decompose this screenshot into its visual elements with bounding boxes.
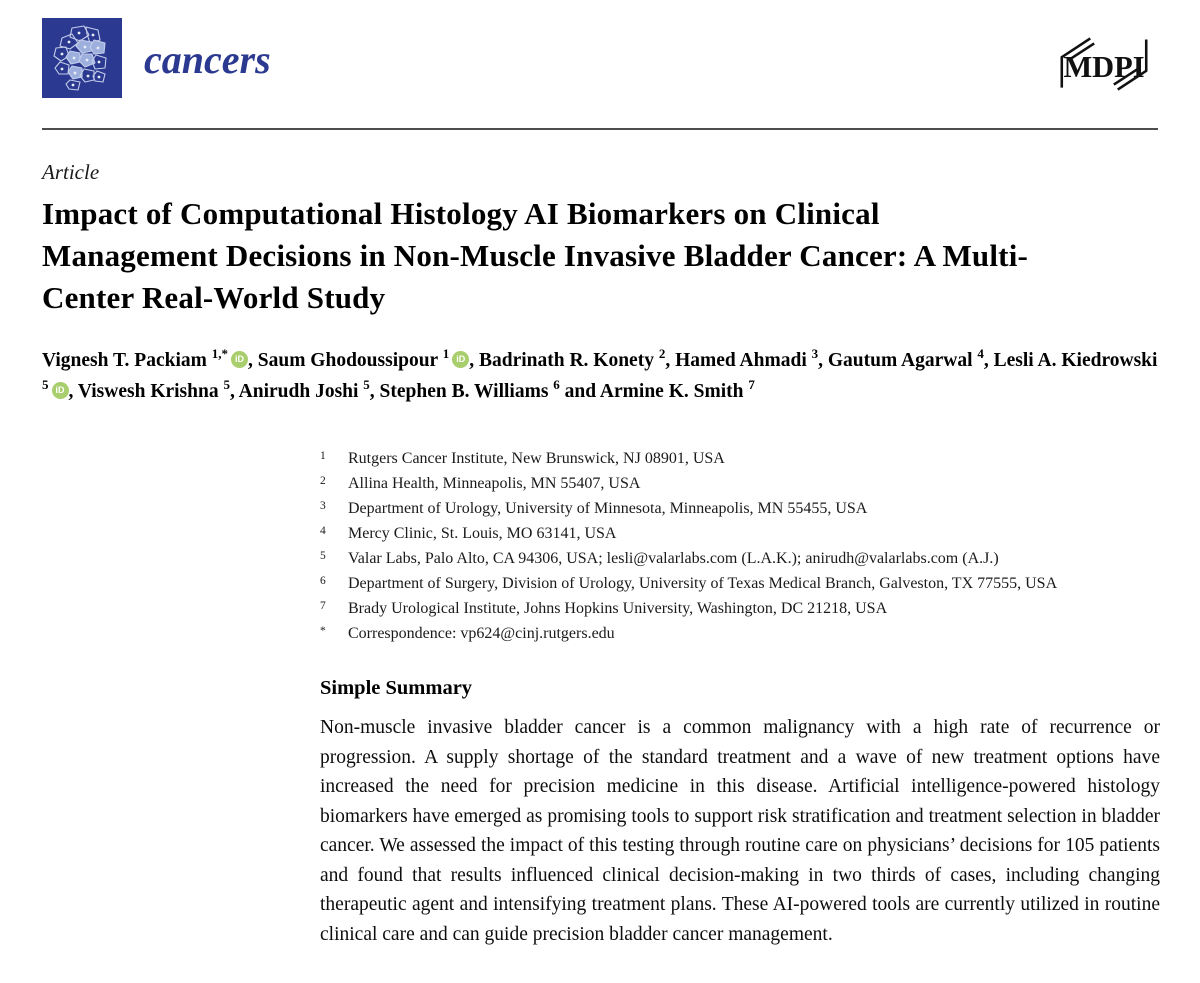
journal-header (42, 18, 1158, 130)
author: Stephen B. Williams $^6$ (379, 376, 560, 402)
orcid-icon[interactable]: iD (231, 351, 248, 368)
affiliation-text: Rutgers Cancer Institute, New Brunswick, NJ 08901, USA (348, 450, 725, 467)
author: Viswesh Krishna $^5$ (77, 376, 230, 402)
affiliation-row (320, 597, 1158, 622)
author: Vignesh T. Packiam $^{1,*}$ iD (42, 350, 248, 371)
affiliation-marker: 6 (320, 575, 326, 587)
author-affiliation-superscript: 6 (553, 376, 560, 392)
mdpi-logo (1050, 32, 1158, 96)
affiliation-text: Valar Labs, Palo Alto, CA 94306, USA; lesli@valarlabs.com (L.A.K.); anirudh@valarlabs.com (A.J.) (348, 550, 999, 567)
affiliation-marker: 3 (320, 500, 326, 512)
article-title: Impact of Computational Histology AI Biomarkers on Clinical Management Decisions in Non-Muscle Invasive Bladder Cancer: A Multi-Center Real-World Study (42, 196, 1029, 315)
affiliation-marker: 7 (320, 600, 326, 612)
affiliation-text: Department of Urology, University of Minnesota, Minneapolis, MN 55455, USA (348, 500, 868, 517)
author-affiliation-superscript: 1,* (211, 345, 228, 361)
affiliation-row (320, 497, 1158, 522)
author-affiliation-superscript: 1 (442, 345, 450, 361)
affiliation-row (320, 572, 1158, 597)
mdpi-hexagon-icon (1050, 32, 1158, 96)
affiliation-marker: 5 (320, 550, 326, 562)
simple-summary-text: Non-muscle invasive bladder cancer is a common malignancy with a high rate of recurrence or progression. A supply shortage of the standard treatment and a wave of new treatment options have increased the need for precision medicine in this disease. Artificial intelligence-powered histology biomarkers have emerged as promising tools to support risk stratification and treatment selection in bladder cancer. We assessed the impact of this testing through routine care on physicians’ decisions for 105 patients and found that results influenced clinical decision-making in two thirds of cases, including changing therapeutic agent and intensifying treatment plans. These AI-powered tools are currently utilized in routine clinical care and can guide precision bladder cancer management. (320, 717, 1160, 945)
affiliation-text: Department of Surgery, Division of Urology, University of Texas Medical Branch, Galveston, TX 77555, USA (348, 575, 1058, 592)
author: Gautum Agarwal $^4$ (827, 345, 984, 371)
simple-summary-heading: Simple Summary (320, 677, 473, 699)
author: Armine K. Smith $^7$ (599, 376, 755, 402)
affiliation-row (320, 522, 1158, 547)
orcid-icon[interactable]: iD (52, 382, 69, 399)
author-affiliation-superscript: 4 (977, 345, 984, 361)
author-affiliation-superscript: 2 (658, 345, 666, 361)
journal-name: cancers (144, 37, 271, 82)
cancers-journal-logo (42, 18, 122, 98)
cancer-cells-icon (42, 18, 122, 98)
author: Saum Ghodoussipour $^1$ iD (258, 350, 469, 371)
author-separator: , (369, 381, 380, 402)
affiliation-text: Allina Health, Minneapolis, MN 55407, USA (348, 475, 641, 492)
author-separator: , (983, 350, 994, 371)
article-front-matter (42, 160, 1158, 949)
author-separator: and (559, 381, 600, 402)
affiliation-row (320, 547, 1158, 572)
affiliation-row (320, 472, 1158, 497)
affiliation-marker: 1 (320, 450, 326, 462)
affiliation-row (320, 622, 1158, 647)
svg-text:MDPI: MDPI (1063, 49, 1145, 84)
author: Hamed Ahmadi $^3$ (675, 345, 819, 371)
author-affiliation-superscript: 5 (42, 376, 49, 392)
author-separator: , (665, 350, 676, 371)
author-affiliation-superscript: 5 (223, 376, 230, 392)
journal-logo-row (42, 18, 1158, 100)
author: Badrinath R. Konety $^2$ (478, 345, 666, 371)
author-separator: , (248, 350, 258, 371)
author-separator: , (469, 350, 479, 371)
simple-summary-section (320, 677, 1160, 949)
author-affiliation-superscript: 7 (748, 376, 755, 392)
author-separator: , (68, 381, 78, 402)
affiliation-text: Brady Urological Institute, Johns Hopkins University, Washington, DC 21218, USA (348, 600, 888, 617)
author: Lesli A. Kiedrowski $^5$ iD (42, 350, 1157, 402)
author-affiliation-superscript: 5 (363, 376, 370, 392)
author-list (42, 345, 1158, 407)
affiliation-row (320, 447, 1158, 472)
affiliation-text: Correspondence: vp624@cinj.rutgers.edu (348, 625, 615, 642)
affiliation-list (320, 447, 1158, 647)
affiliation-marker: 4 (320, 525, 326, 537)
article-type-label: Article (42, 160, 100, 184)
author: Anirudh Joshi $^5$ (238, 376, 370, 402)
affiliation-marker: 2 (320, 475, 326, 487)
author-separator: , (229, 381, 239, 402)
orcid-icon[interactable]: iD (452, 351, 469, 368)
affiliation-text: Mercy Clinic, St. Louis, MO 63141, USA (348, 525, 617, 542)
author-separator: , (818, 350, 828, 371)
header-divider (42, 128, 1158, 130)
author-affiliation-superscript: 3 (811, 345, 819, 361)
affiliation-marker: * (320, 625, 326, 637)
